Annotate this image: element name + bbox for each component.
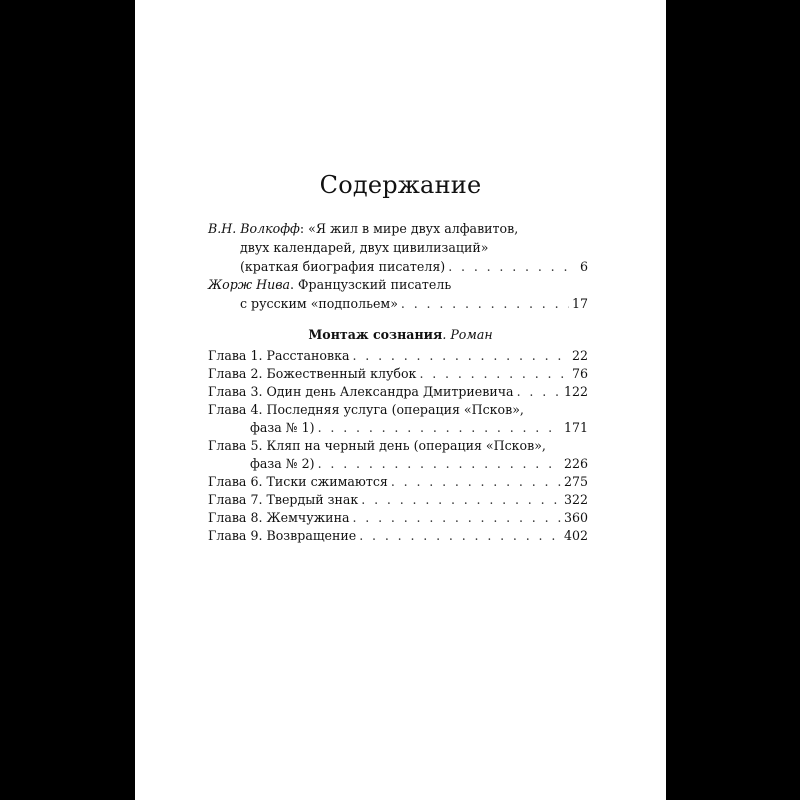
chapter-title-cont: фаза № 1) <box>250 420 315 435</box>
chapter-title-cont: фаза № 2) <box>250 456 315 471</box>
dot-leader <box>361 490 561 509</box>
entry-title-part: (краткая биография писателя) <box>240 259 446 274</box>
dot-leader <box>352 346 568 365</box>
section-title <box>135 327 666 342</box>
dot-leader <box>352 508 560 527</box>
toc-entry-volkoff-line-1 <box>208 219 518 238</box>
entry-title-part: . Французский писатель <box>290 277 452 292</box>
entry-title-part: с русским «подпольем» <box>240 296 398 311</box>
page-title: Содержание <box>319 171 482 199</box>
dot-leader <box>359 526 561 545</box>
chapter-title: Глава 5. Кляп на черный день (операция «Псков», <box>208 438 546 453</box>
toc-row-first-line <box>208 400 524 419</box>
toc-row <box>208 472 588 491</box>
page-number: 402 <box>563 528 588 543</box>
chapter-title: Глава 9. Возвращение <box>208 528 357 543</box>
toc-row-continuation <box>250 454 588 473</box>
page-number: 6 <box>579 259 588 274</box>
author-name: В.Н. Волкофф <box>208 221 300 236</box>
chapter-title: Глава 7. Твердый знак <box>208 492 359 507</box>
dot-leader <box>401 294 569 313</box>
dot-leader <box>318 418 561 437</box>
dot-leader <box>419 364 569 383</box>
chapter-title: Глава 4. Последняя услуга (операция «Псков», <box>208 402 524 417</box>
page-number: 226 <box>563 456 588 471</box>
page-number: 360 <box>563 510 588 525</box>
toc-entry-niva-line-2 <box>240 294 588 313</box>
chapter-title: Глава 1. Расстановка <box>208 348 350 363</box>
toc-entry-volkoff-line-2 <box>240 238 488 257</box>
author-name: Жорж Нива <box>208 277 291 292</box>
dot-leader <box>517 382 561 401</box>
toc-row-first-line <box>208 436 546 455</box>
page-number: 322 <box>563 492 588 507</box>
dot-leader <box>448 257 577 276</box>
chapter-title: Глава 2. Божественный клубок <box>208 366 417 381</box>
entry-title-part: двух календарей, двух цивилизаций» <box>240 240 489 255</box>
page-number: 171 <box>563 420 588 435</box>
page-number: 275 <box>563 474 588 489</box>
toc-row <box>208 346 588 365</box>
chapter-title: Глава 3. Один день Александра Дмитриевича <box>208 384 514 399</box>
toc-row-continuation <box>250 418 588 437</box>
novel-title: Монтаж сознания <box>308 327 443 342</box>
dot-leader <box>318 454 561 473</box>
book-page <box>135 0 666 800</box>
toc-entry-volkoff-line-3 <box>240 257 588 276</box>
page-number: 22 <box>571 348 588 363</box>
toc-row <box>208 364 588 383</box>
page-number: 17 <box>571 296 588 311</box>
toc-row <box>208 490 588 509</box>
toc-row <box>208 526 588 545</box>
dot-leader <box>391 472 561 491</box>
toc-entry-niva-line-1 <box>208 275 451 294</box>
toc-row <box>208 382 588 401</box>
page-number: 76 <box>571 366 588 381</box>
chapter-title: Глава 8. Жемчужина <box>208 510 350 525</box>
chapter-title: Глава 6. Тиски сжимаются <box>208 474 388 489</box>
toc-row <box>208 508 588 527</box>
entry-title-part: : «Я жил в мире двух алфавитов, <box>299 221 519 236</box>
page-number: 122 <box>563 384 588 399</box>
novel-subtitle: . Роман <box>442 327 493 342</box>
